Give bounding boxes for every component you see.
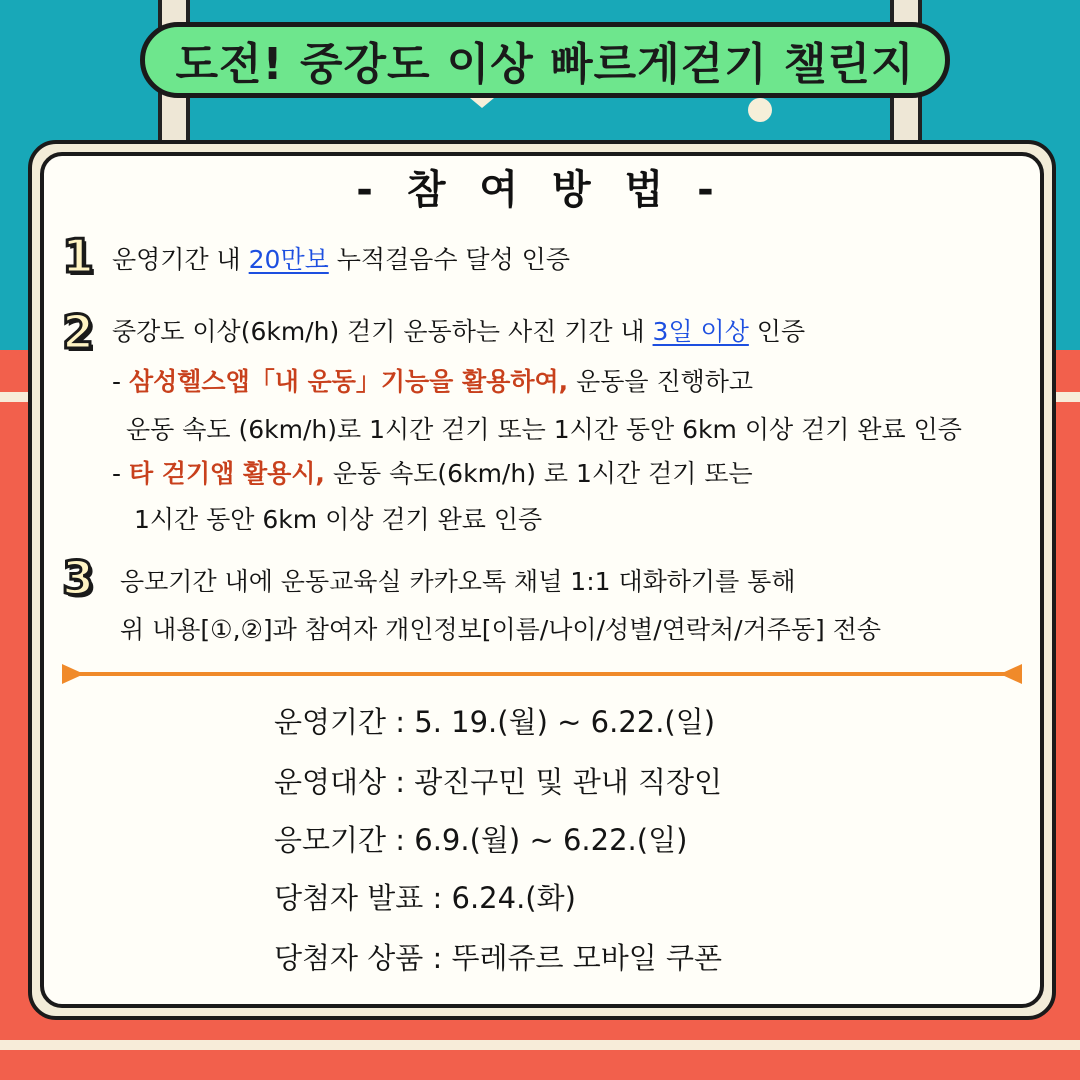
section-title: - 참 여 방 법 -	[356, 167, 724, 213]
step-1-text-post: 누적걸음수 달성 인증	[328, 245, 570, 274]
step-2-number-badge: 2	[61, 305, 94, 359]
title-banner	[140, 22, 950, 98]
info-application-period: 응모기간 : 6.9.(월) ~ 6.22.(일)	[274, 823, 688, 857]
step-2-bullet-1-rest: 운동을 진행하고	[568, 367, 754, 396]
step-2-text	[112, 312, 805, 348]
info-winner-announcement: 당첨자 발표 : 6.24.(화)	[274, 881, 576, 915]
step-3-line-2: 위 내용[①,②]과 참여자 개인정보[이름/나이/성별/연락처/거주동] 전송	[120, 615, 882, 644]
step-2-highlight: 3일 이상	[652, 317, 749, 346]
step-2-bullet-1-highlight: 삼성헬스앱「내 운동」기능을 활용하여,	[128, 367, 569, 396]
background-stripe	[0, 1040, 1080, 1050]
bullet-dash: -	[112, 459, 129, 488]
divider-line	[62, 672, 1022, 676]
info-operation-period: 운영기간 : 5. 19.(월) ~ 6.22.(일)	[274, 705, 716, 739]
step-2-text-pre: 중강도 이상(6km/h) 걷기 운동하는 사진 기간 내	[112, 317, 653, 346]
step-3-line-1: 응모기간 내에 운동교육실 카카오톡 채널 1:1 대화하기를 통해	[120, 567, 796, 596]
step-1-text	[112, 240, 570, 276]
decorative-dot	[748, 98, 772, 122]
page-title: 도전! 중강도 이상 빠르게걷기 챌린지	[175, 39, 915, 90]
info-target: 운영대상 : 광진구민 및 관내 직장인	[274, 765, 723, 799]
step-2-bullet-2	[112, 454, 753, 490]
step-1-text-pre: 운영기간 내	[112, 245, 249, 274]
step-1-number-badge: 1	[61, 229, 94, 283]
divider-arrow-left-icon	[62, 664, 84, 684]
divider-arrow-right-icon	[1000, 664, 1022, 684]
decorative-notch	[470, 98, 494, 108]
step-2-bullet-2-rest: 운동 속도(6km/h) 로 1시간 걷기 또는	[324, 459, 753, 488]
step-2-bullet-2-continued: 1시간 동안 6km 이상 걷기 완료 인증	[134, 505, 543, 534]
step-2-bullet-1-continued: 운동 속도 (6km/h)로 1시간 걷기 또는 1시간 동안 6km 이상 걷기 완료 인증	[126, 415, 962, 444]
info-prize: 당첨자 상품 : 뚜레쥬르 모바일 쿠폰	[274, 941, 723, 975]
step-3-number-badge: 3	[61, 551, 94, 605]
step-2-bullet-2-highlight: 타 걷기앱 활용시,	[128, 459, 325, 488]
bullet-dash: -	[112, 367, 129, 396]
step-2-bullet-1	[112, 362, 753, 398]
step-1-highlight: 20만보	[248, 245, 329, 274]
step-2-text-post: 인증	[748, 317, 806, 346]
